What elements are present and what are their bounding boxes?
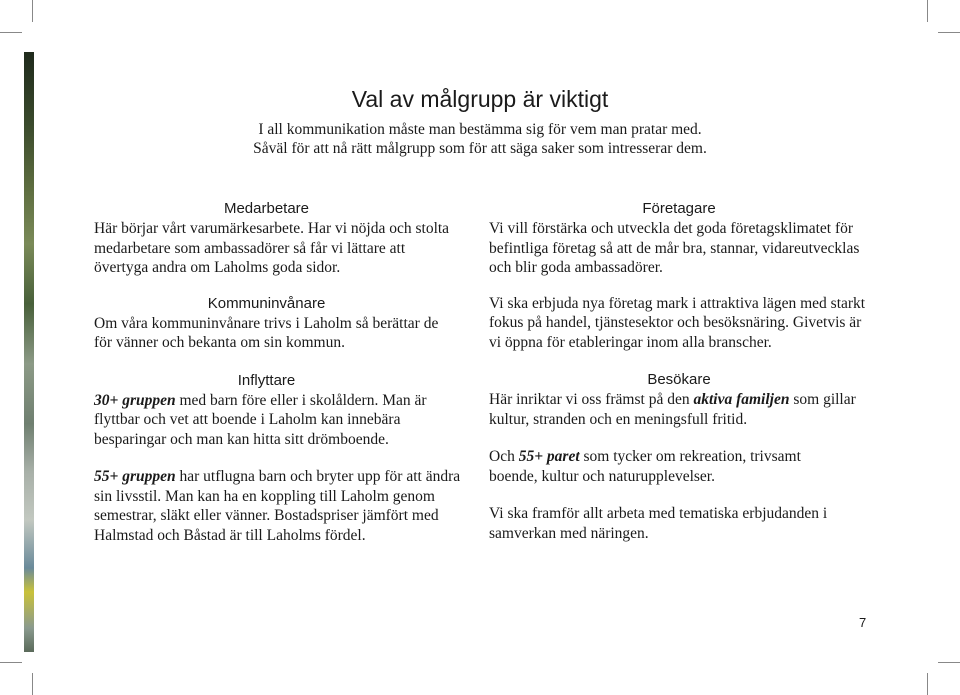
section-heading: Kommuninvånare bbox=[207, 294, 326, 312]
section-text bbox=[94, 467, 469, 545]
crop-mark bbox=[0, 662, 22, 663]
section-heading: Företagare bbox=[642, 200, 716, 217]
section-heading: Inflyttare bbox=[237, 371, 296, 389]
crop-mark bbox=[0, 32, 22, 33]
section-text bbox=[489, 390, 859, 429]
crop-mark bbox=[927, 673, 928, 695]
text: Här inriktar vi oss främst på den bbox=[489, 391, 694, 408]
section-text bbox=[489, 447, 839, 486]
crop-mark bbox=[32, 0, 33, 22]
section-text: Vi vill förstärka och utveckla det goda företagsklimatet för befintliga företag så att de mår bra, stannar, vidareutvecklas och blir goda ambassadörer. bbox=[489, 220, 860, 276]
section-text bbox=[94, 391, 454, 450]
emphasis: 30+ gruppen bbox=[94, 391, 176, 409]
crop-mark bbox=[938, 32, 960, 33]
section-heading: Besökare bbox=[647, 371, 711, 388]
crop-mark bbox=[927, 0, 928, 22]
intro-line: I all kommunikation måste man bestämma sig för vem man pratar med. bbox=[258, 121, 702, 138]
page-title: Val av målgrupp är viktigt bbox=[351, 86, 609, 112]
crop-mark bbox=[938, 662, 960, 663]
emphasis: aktiva familjen bbox=[693, 391, 790, 408]
crop-mark bbox=[32, 673, 33, 695]
section-text: Vi ska framför allt arbeta med tematiska erbjudanden i samverkan med näringen. bbox=[489, 505, 828, 542]
section-kommuninvanare bbox=[94, 294, 489, 353]
text: som gillar kultur, stranden och en meningsfull fritid. bbox=[489, 391, 856, 428]
section-heading: Medarbetare bbox=[223, 200, 310, 217]
intro bbox=[0, 120, 960, 158]
section-text: Vi ska erbjuda nya företag mark i attraktiva lägen med starkt fokus på handel, tjänstesektor och besöksnäring. Givetvis är vi öppna för etableringar inom alla branscher. bbox=[489, 294, 866, 351]
text: med barn före eller i skolåldern. Man är flyttbar och vet att boende i Laholm kan innebära besparingar och man kan hitta sitt drömboende. bbox=[94, 391, 427, 448]
section-besokare bbox=[489, 370, 879, 543]
emphasis: 55+ gruppen bbox=[94, 468, 176, 485]
right-column bbox=[489, 199, 879, 543]
section-inflyttare bbox=[94, 371, 489, 546]
section-foretagare bbox=[489, 199, 879, 352]
left-column bbox=[94, 199, 489, 545]
section-medarbetare bbox=[94, 199, 489, 278]
section-text: Här börjar vårt varumärkesarbete. Har vi nöjda och stolta medarbetare som ambassadörer så får vi lättare att övertyga andra om Laholms goda sidor. bbox=[94, 220, 450, 276]
section-text: Om våra kommuninvånare trivs i Laholm så berättar de för vänner och bekanta om sin kommun. bbox=[94, 314, 439, 351]
text: har utflugna barn och bryter upp för att ändra sin livsstil. Man kan ha en koppling till Laholm genom semestrar, släkt eller vänner. Bostadspriser jämfört med Halmstad och Båstad är till Laholms fördel. bbox=[94, 468, 461, 544]
intro-line: Såväl för att nå rätt målgrupp som för att säga saker som intresserar dem. bbox=[253, 140, 707, 157]
text: Och bbox=[489, 448, 519, 465]
emphasis: 55+ paret bbox=[518, 448, 580, 465]
page-number: 7 bbox=[859, 615, 867, 630]
text: som tycker om rekreation, trivsamt boende, kultur och naturupplevelser. bbox=[489, 448, 801, 485]
